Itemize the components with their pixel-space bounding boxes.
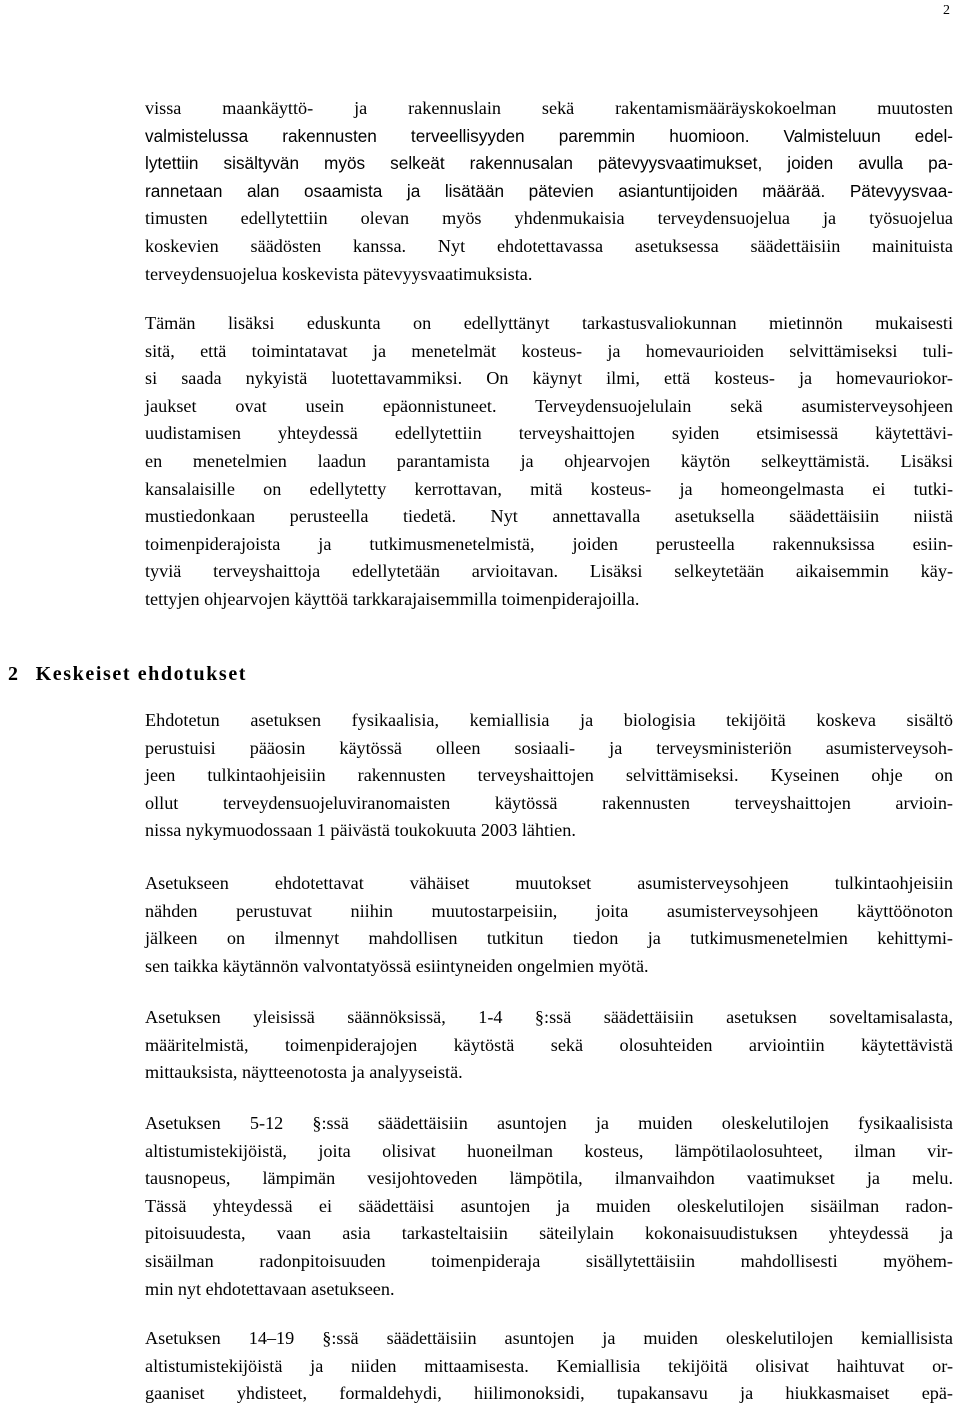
paragraph-2 (145, 310, 953, 614)
text-line: timusten edellytettiin olevan myös yhdenmukaisia terveydensuojelua ja työsuojelua (145, 208, 953, 229)
text-line: Asetukseen ehdotettavat vähäiset muutokset asumisterveysohjeen tulkintaohjeisiin (145, 873, 953, 893)
text-line: mittauksista, näytteenotosta ja analyyseistä. (145, 1062, 463, 1083)
paragraph-5 (145, 1004, 953, 1087)
text-line: Ehdotetun asetuksen fysikaalisia, kemiallisia ja biologisia tekijöitä koskeva sisältö (145, 710, 953, 730)
text-line: jaukset ovat usein epäonnistuneet. Terveydensuojelulain sekä asumisterveysohjeen (145, 395, 953, 416)
text-line: min nyt ehdotettavaan asetukseen. (145, 1278, 395, 1299)
section-title: Keskeiset ehdotukset (35, 663, 248, 685)
text-line: jälkeen on ilmennyt mahdollisen tutkitun tiedon ja tutkimusmenetelmien kehittymi- (145, 928, 953, 949)
text-line: en menetelmien laadun parantamista ja ohjearvojen käytön selkeyttämistä. Lisäksi (145, 450, 953, 471)
text-line: Tässä yhteydessä ei säädettäisi asuntojen ja muiden oleskelutilojen sisäilman radon- (145, 1195, 953, 1216)
text-line: jeen tulkintaohjeisiin rakennusten terveyshaittojen selvittämiseksi. Kyseinen ohje on (145, 765, 953, 786)
text-line: mustiedonkaan perusteella tiedetä. Nyt annettavalla asetuksella säädettäisiin niistä (145, 506, 953, 527)
text-line: si saada nykyistä luotettavammiksi. On käynyt ilmi, että kosteus- ja homevauriokor- (145, 368, 953, 389)
text-line: pitoisuudesta, vaan asia tarkasteltaisiin säteilylain kokonaisuudistuksen yhteydessä ja (145, 1223, 953, 1244)
paragraph-1 (145, 95, 953, 288)
text-line: Asetuksen yleisissä säännöksissä, 1-4 §:ssä säädettäisiin asetuksen soveltamisalasta, (145, 1007, 953, 1027)
text-line: koskevien säädösten kanssa. Nyt ehdotettavassa asetuksessa säädettäisiin mainituista (145, 235, 953, 256)
text-line: rannetaan alan osaamista ja lisätään pätevien asiantuntijoiden määrää. Pätevyysvaa- (145, 180, 953, 201)
text-line: vissa maankäyttö- ja rakennuslain sekä rakentamismääräyskokoelman muutosten (145, 98, 953, 118)
paragraph-4 (145, 870, 953, 980)
section-number: 2 (8, 663, 20, 685)
text-line: terveydensuojelua koskevista pätevyysvaatimuksista. (145, 263, 533, 284)
text-line: Tämän lisäksi eduskunta on edellyttänyt tarkastusvaliokunnan mietinnön mukaisesti (145, 313, 953, 333)
text-line: Asetuksen 5-12 §:ssä säädettäisiin asuntojen ja muiden oleskelutilojen fysikaalisista (145, 1113, 953, 1133)
page-number: 2 (943, 3, 950, 18)
paragraph-6 (145, 1110, 953, 1303)
text-line: ollut terveydensuojeluviranomaisten käytössä rakennusten terveyshaittojen arvioin- (145, 792, 953, 813)
text-line: sitä, että toimintatavat ja menetelmät kosteus- ja homevaurioiden selvittämiseksi tuli- (145, 340, 953, 361)
paragraph-7 (145, 1325, 953, 1408)
text-line: gaaniset yhdisteet, formaldehydi, hiilimonoksidi, tupakansavu ja hiukkasmaiset epä- (145, 1383, 953, 1404)
text-line: nissa nykymuodossaan 1 päivästä toukokuuta 2003 lähtien. (145, 820, 576, 841)
text-line: valmistelussa rakennusten terveellisyyden paremmin huomioon. Valmisteluun edel- (145, 125, 953, 146)
text-line: perustuisi pääosin käytössä olleen sosiaali- ja terveysministeriön asumisterveysoh- (145, 737, 953, 758)
text-line: tyviä terveyshaittoja edellytetään arvioitavan. Lisäksi selkeytetään aikaisemmin käy- (145, 561, 953, 582)
text-line: sisäilman radonpitoisuuden toimenpideraja sisällytettäisiin mahdollisesti myöhem- (145, 1250, 953, 1271)
text-line: tettyjen ohjearvojen käyttöä tarkkarajaisemmilla toimenpiderajoilla. (145, 588, 640, 609)
text-line: uudistamisen yhteydessä edellytettiin terveyshaittojen syiden etsimisessä käytettävi- (145, 423, 953, 444)
text-line: Asetuksen 14–19 §:ssä säädettäisiin asuntojen ja muiden oleskelutilojen kemiallisista (145, 1328, 953, 1348)
section-heading (8, 660, 247, 688)
text-line: lytettiin sisältyvän myös selkeät rakennusalan pätevyysvaatimukset, joiden avulla pa- (145, 153, 953, 174)
text-line: nähden perustuvat niihin muutostarpeisiin, joita asumisterveysohjeen käyttöönoton (145, 900, 953, 921)
text-line: kansalaisille on edellytetty kerrottavan, mitä kosteus- ja homeongelmasta ei tutki- (145, 478, 953, 499)
text-line: altistumistekijöistä, joita olisivat huoneilman kosteus, lämpötilaolosuhteet, ilman vir- (145, 1140, 953, 1161)
text-line: altistumistekijöistä ja niiden mittaamisesta. Kemiallisia tekijöitä olisivat haihtuvat or- (145, 1355, 953, 1376)
text-line: tausnopeus, lämpimän vesijohtoveden lämpötila, ilmanvaihdon vaatimukset ja melu. (145, 1168, 953, 1189)
text-line: määritelmistä, toimenpiderajojen käytöstä sekä olosuhteiden arviointiin käytettävistä (145, 1034, 953, 1055)
text-line: toimenpiderajoista ja tutkimusmenetelmistä, joiden perusteella rakennuksissa esiin- (145, 533, 953, 554)
paragraph-3 (145, 707, 953, 845)
text-line: sen taikka käytännön valvontatyössä esiintyneiden ongelmien myötä. (145, 955, 649, 976)
